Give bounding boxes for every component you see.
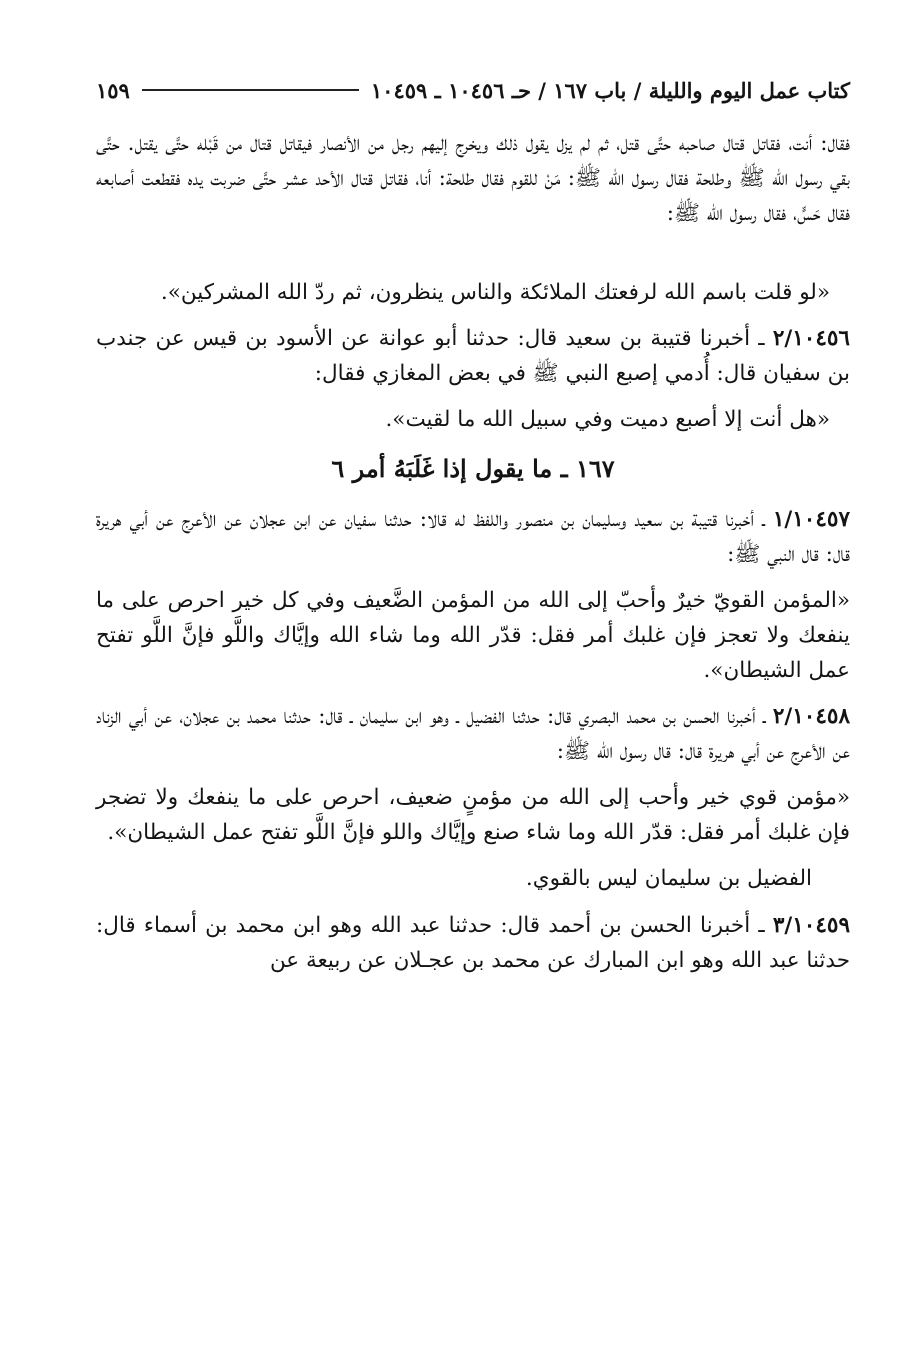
hadith-10457-quote: «المؤمن القويّ خيرٌ وأحبّ إلى الله من المؤمن الضَّعيف وفي كل خير احرص على ما ينفعك ولا تعجز فإن غلبك أمر فقل: قدّر الله وما شاء الله وإيَّاك واللَّو فإنَّ اللَّو تفتح عمل الشيطان».: [96, 588, 850, 683]
running-title: كتاب عمل اليوم والليلة / باب ١٦٧ / حـ ١٠٤٥٦ ـ ١٠٤٥٩: [370, 77, 850, 103]
hadith-10459: [96, 908, 850, 978]
spacer: [96, 231, 850, 275]
intro-quote: «لو قلت باسم الله لرفعتك الملائكة والناس ينظرون، ثم ردّ الله المشركين».: [160, 280, 830, 305]
hadith-number: ١/١٠٤٥٧: [772, 507, 850, 532]
hadith-number: ٣/١٠٤٥٩: [772, 913, 850, 938]
hadith-10458-quote: «مؤمن قوي خير وأحب إلى الله من مؤمنٍ ضعيف، احرص على ما ينفعك ولا تضجر فإن غلبك أمر فقل: قدّر الله وما شاء صنع وإيَّاك واللو فإنَّ اللَّو تفتح عمل الشيطان».: [96, 785, 850, 845]
hadith-10458-note: الفضيل بن سليمان ليس بالقوي.: [525, 866, 812, 891]
hadith-10456-quote: «هل أنت إلا أصبع دميت وفي سبيل الله ما لقيت».: [385, 407, 830, 432]
hadith-10456: [96, 321, 850, 391]
hadith-10457: [96, 502, 850, 572]
page-body: [96, 126, 850, 989]
hadith-number: ٢/١٠٤٥٨: [772, 704, 850, 729]
hadith-text: ـ أخبرنا قتيبة بن سعيد قال: حدثنا أبو عوانة عن الأسود بن قيس عن جندب بن سفيان قال: أُدمي إصبع النبي ﷺ في بعض المغازي فقال:: [96, 326, 850, 386]
intro-paragraph: فقال: أنت، فقاتل قتال صاحبه حتَّى قتل، ثم لم يزل يقول ذلك ويخرج إليهم رجل من الأنصار فيقاتل قتال من قَبْله حتَّى يقتل. حتَّى بقي رسول الله ﷺ وطلحة فقال رسول الله ﷺ: مَنْ للقوم فقال طلحة: أنا، فقاتل قتال الأحد عشر حتَّى ضربت يده فقطعت أصابعه فقال حَسٍّ، فقال رسول الله ﷺ:: [96, 131, 850, 226]
hadith-number: ٢/١٠٤٥٦: [772, 326, 850, 351]
chapter-heading: ١٦٧ ـ ما يقول إذا غَلَبَهُ أمر ٦: [331, 454, 615, 483]
page-number: ١٥٩: [96, 77, 130, 103]
page-header: [96, 70, 850, 110]
hadith-10458: [96, 699, 850, 769]
header-rule: [142, 89, 359, 91]
hadith-text: ـ أخبرنا الحسن بن أحمد قال: حدثنا عبد الله وهو ابن محمد بن أسماء قال: حدثنا عبد الله وهو ابن المبارك عن محمد بن عجـلان عن ربيعة عن: [96, 913, 850, 973]
hadith-text: ـ أخبرنا الحسن بن محمد البصري قال: حدثنا الفضيل ـ وهو ابن سليمان ـ قال: حدثنا محمد بن عجلان، عن أبي الزناد عن الأعرج عن أبي هريرة قال: قال رسول الله ﷺ:: [96, 704, 850, 764]
hadith-text: ـ أخبرنا قتيبة بن سعيد وسليمان بن منصور واللفظ له قالا: حدثنا سفيان عن ابن عجلان عن الأعرج عن أبي هريرة قال: قال النبي ﷺ:: [96, 507, 850, 567]
